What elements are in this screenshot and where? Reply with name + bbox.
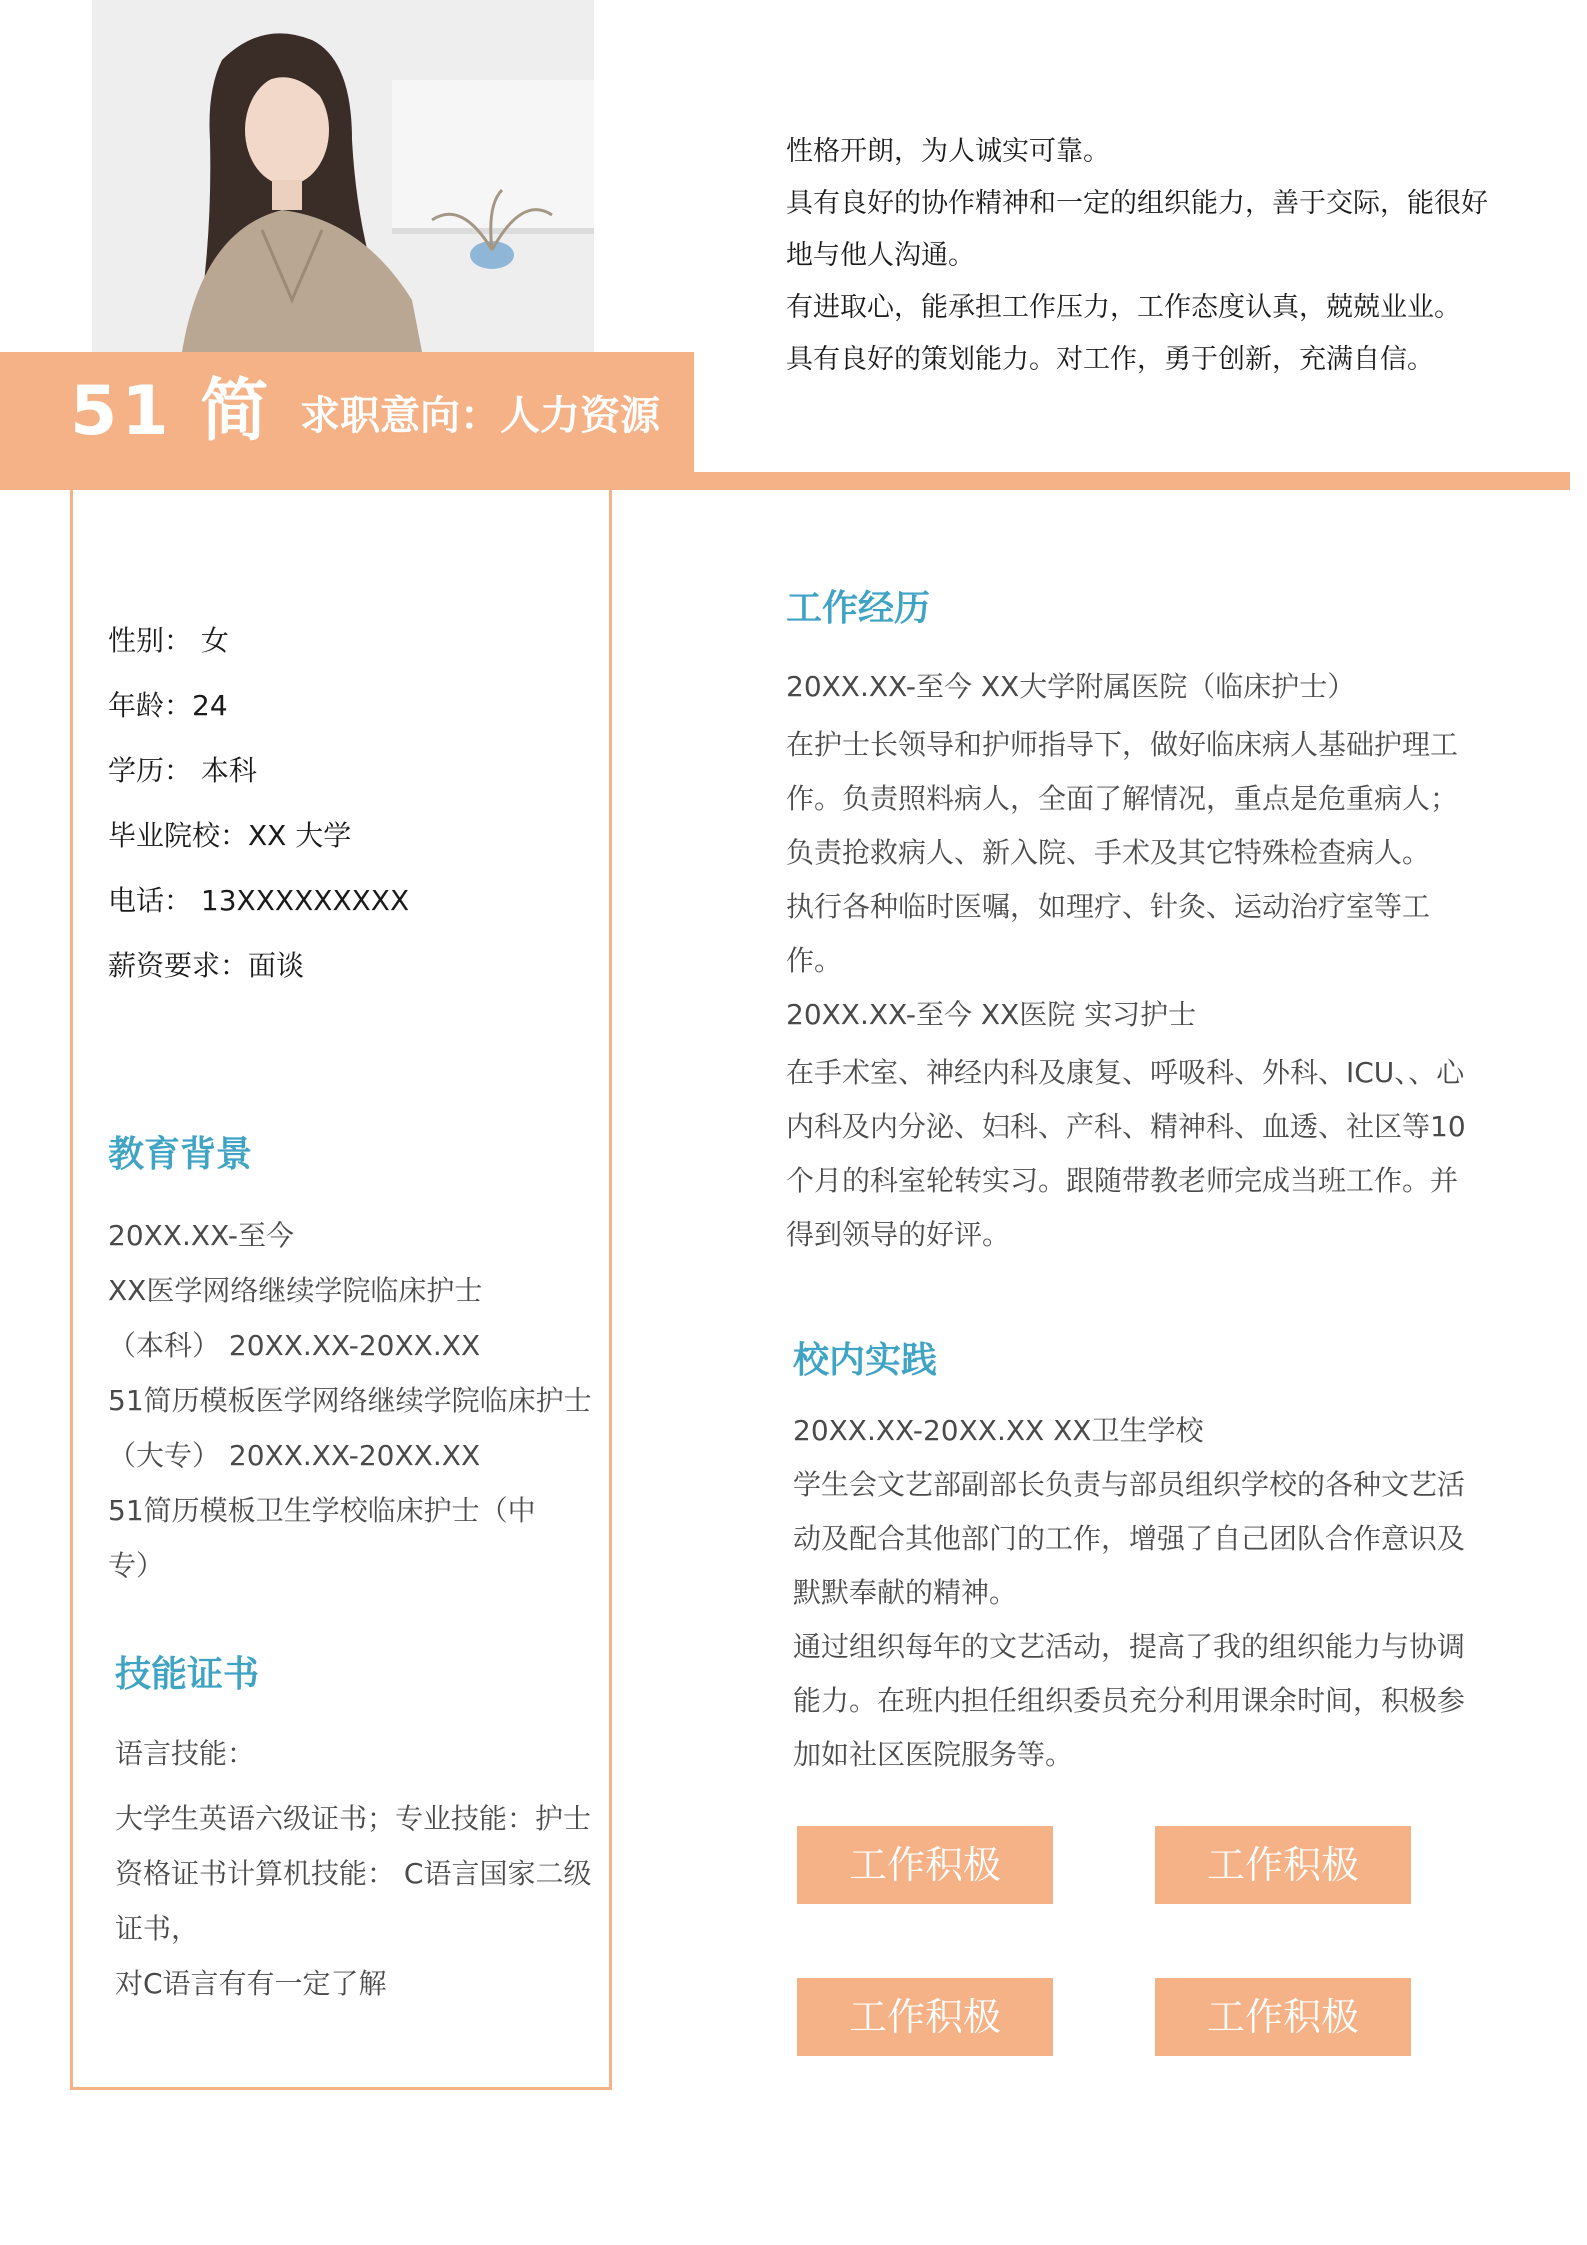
trait-tag: 工作积极 [797,1978,1053,2056]
education-title: 教育背景 [108,1134,253,1175]
info-salary: 薪资要求：面谈 [108,949,305,982]
education-line: （本科） 20XX.XX-20XX.XX [108,1329,481,1362]
candidate-name: 51 简 [70,372,273,451]
info-gender: 性别： 女 [108,624,229,657]
education-line: 专） [108,1549,165,1582]
job-intent: 求职意向：人力资源 [300,393,660,439]
education-line: 20XX.XX-至今 [108,1219,294,1252]
self-eval-line: 具有良好的策划能力。对工作，勇于创新，充满自信。 [786,344,1434,375]
self-eval-line: 有进取心，能承担工作压力，工作态度认真，兢兢业业。 [786,292,1461,323]
work-title: 工作经历 [786,588,931,629]
banner-divider-left [0,472,694,490]
education-line: XX医学网络继续学院临床护士 [108,1274,483,1307]
skills-line: 大学生英语六级证书；专业技能：护士资格证书计算机技能： C语言国家二级证书， [115,1802,592,1945]
skills-title: 技能证书 [115,1654,260,1695]
trait-tag: 工作积极 [1155,1826,1411,1904]
self-evaluation [786,126,1496,386]
campus-paragraph: 学生会文艺部副部长负责与部员组织学校的各种文艺活动及配合其他部门的工作，增强了自己团队合作意识及默默奉献的精神。 [793,1468,1466,1609]
info-age: 年龄：24 [108,689,228,722]
skills-language-label: 语言技能： [115,1737,256,1770]
skills-line: 对C语言有有一定了解 [115,1967,387,2000]
education-section [108,1208,628,1593]
campus-paragraph: 通过组织每年的文艺活动，提高了我的组织能力与协调能力。在班内担任组织委员充分利用课余时间，积极参加如社区医院服务等。 [793,1630,1466,1771]
trait-tag: 工作积极 [1155,1978,1411,2056]
campus-header: 20XX.XX-20XX.XX XX卫生学校 [793,1414,1204,1447]
profile-photo [92,0,594,352]
work-entry-header: 20XX.XX-至今 XX医院 实习护士 [786,998,1197,1031]
self-eval-line: 具有良好的协作精神和一定的组织能力，善于交际，能很好地与他人沟通。 [786,188,1488,271]
name-banner [0,352,694,472]
campus-title: 校内实践 [793,1340,938,1381]
work-entry-header: 20XX.XX-至今 XX大学附属医院（临床护士） [786,670,1356,703]
info-school: 毕业院校：XX 大学 [108,819,352,852]
education-line: （大专） 20XX.XX-20XX.XX [108,1439,481,1472]
trait-tag: 工作积极 [797,1826,1053,1904]
info-phone: 电话： 13XXXXXXXXX [108,884,410,917]
accent-divider [694,472,1570,490]
work-entry-description: 在手术室、神经内科及康复、呼吸科、外科、ICU、、心内科及内分泌、妇科、产科、精神科、血透、社区等10个月的科室轮转实习。跟随带教老师完成当班工作。并得到领导的好评。 [786,1056,1466,1251]
info-education: 学历： 本科 [108,754,257,787]
personal-info [108,608,409,998]
education-line: 51简历模板卫生学校临床护士（中 [108,1494,536,1527]
work-experience-section [786,660,1466,1262]
work-entry-description: 在护士长领导和护师指导下，做好临床病人基础护理工作。负责照料病人，全面了解情况，重点是危重病人；负责抢救病人、新入院、手术及其它特殊检查病人。 执行各种临时医嘱，如理疗、针灸、运动治疗室等工作。 [786,728,1459,977]
campus-practice-section [793,1404,1473,1782]
skills-section [115,1726,605,2011]
education-line: 51简历模板医学网络继续学院临床护士 [108,1384,592,1417]
self-eval-line: 性格开朗，为人诚实可靠。 [786,136,1110,167]
